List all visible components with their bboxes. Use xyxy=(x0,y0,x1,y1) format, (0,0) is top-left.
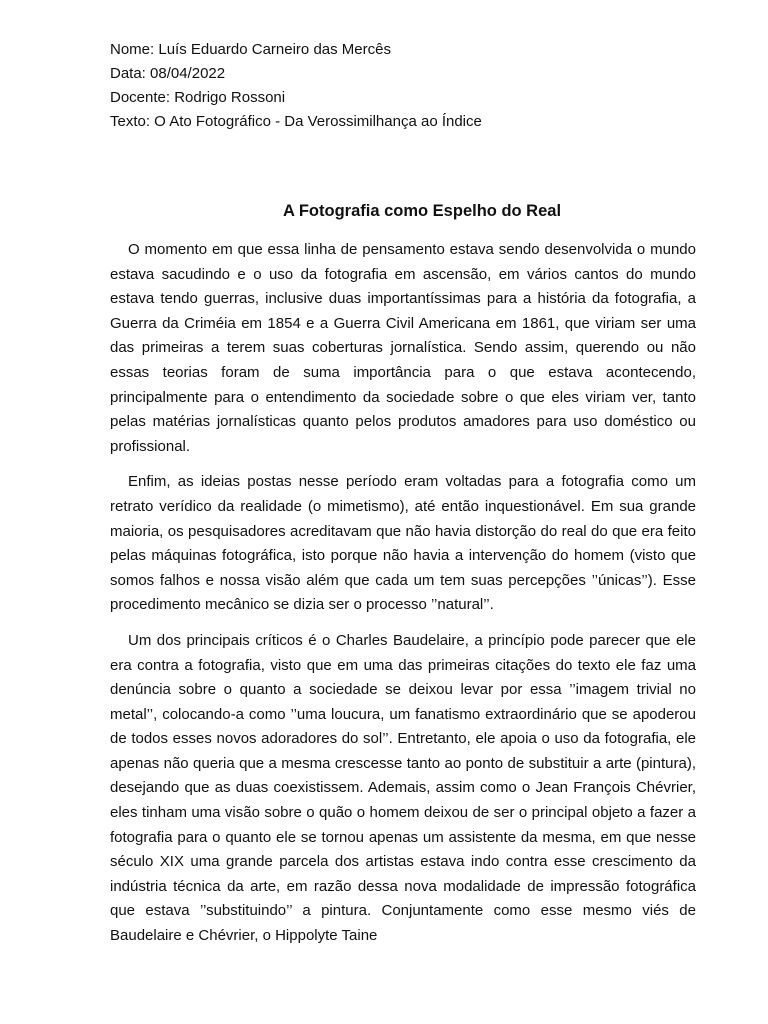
teacher-name: Docente: Rodrigo Rossoni xyxy=(110,89,286,106)
document-header xyxy=(110,38,696,134)
author-name: Nome: Luís Eduardo Carneiro das Mercês xyxy=(110,41,391,58)
document-body xyxy=(110,238,696,949)
document-date: Data: 08/04/2022 xyxy=(110,65,226,82)
paragraph: Enfim, as ideias postas nesse período eram voltadas para a fotografia como um retrato verídico da realidade (o mimetismo), até então inquestionável. Em sua grande maioria, os pesquisadores acreditavam que não havia distorção do real do que era feito pelas máquinas fotográfica, isto porque não havia a intervenção do homem (visto que somos falhos e nossa visão além que cada um tem suas percepções ’’únicas’’). Esse procedimento mecânico se dizia ser o processo ’’natural’’. xyxy=(110,473,696,614)
paragraph: Um dos principais críticos é o Charles Baudelaire, a princípio pode parecer que ele era contra a fotografia, visto que em uma das primeiras citações do texto ele faz uma denúncia sobre o quanto a sociedade se deixou levar por essa ’’imagem trivial no metal’’, colocando-a como ’’uma loucura, um fanatismo extraordinário que se apoderou de todos esses novos adoradores do sol’’. Entretanto, ele apoia o uso da fotografia, ele apenas não queria que a mesma crescesse tanto ao ponto de substituir a arte (pintura), desejando que as duas coexistissem. Ademais, assim como o Jean François Chévrier, eles tinham uma visão sobre o quão o homem deixou de ser o principal objeto a fazer a fotografia para o quanto ele se tornou apenas um assistente da mesma, em que nesse século XIX uma grande parcela dos artistas estava indo contra esse crescimento da indústria técnica da arte, em razão dessa nova modalidade de impressão fotográfica que estava ’’substituindo’’ a pintura. Conjuntamente como esse mesmo viés de Baudelaire e Chévrier, o Hippolyte Taine xyxy=(110,631,696,945)
reference-text: Texto: O Ato Fotográfico - Da Verossimilhança ao Índice xyxy=(110,113,482,130)
document-title: A Fotografia como Espelho do Real xyxy=(282,202,562,220)
paragraph: O momento em que essa linha de pensamento estava sendo desenvolvida o mundo estava sacudindo e o uso da fotografia em ascensão, em vários cantos do mundo estava tendo guerras, inclusive duas importantíssimas para a história da fotografia, a Guerra da Criméia em 1854 e a Guerra Civil Americana em 1861, que viriam ser uma das primeiras a terem suas coberturas jornalística. Sendo assim, querendo ou não essas teorias foram de suma importância para o que estava acontecendo, principalmente para o entendimento da sociedade sobre o que eles viriam ver, tanto pelas matérias jornalísticas quanto pelos produtos amadores para uso doméstico ou profissional. xyxy=(110,241,696,455)
